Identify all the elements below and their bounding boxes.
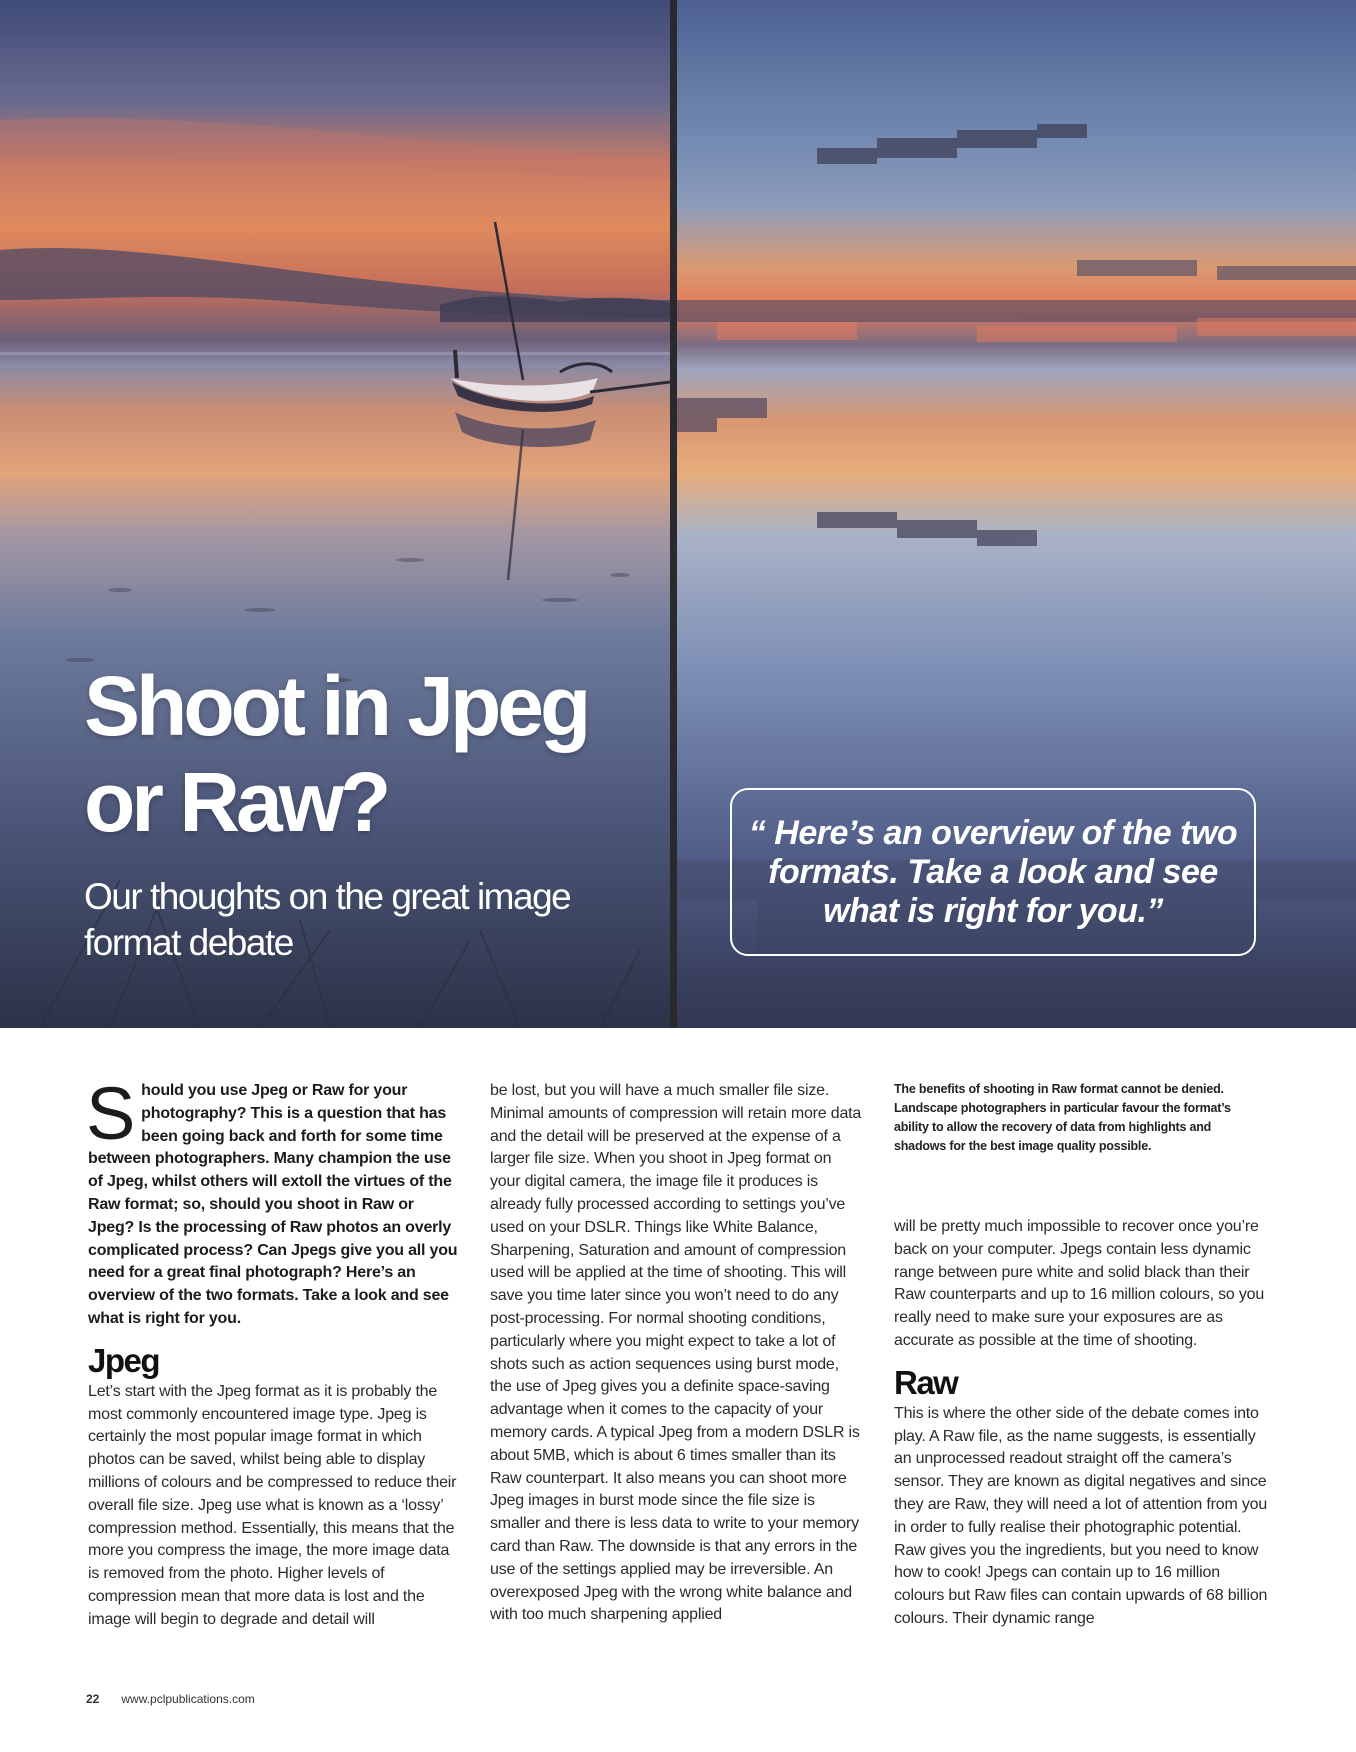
- image-caption: The benefits of shooting in Raw format cannot be denied. Landscape photographers in particular favour the format’s ability to allow the recovery of data from highlights and shadows for the best image quality possible.: [894, 1082, 1231, 1153]
- column-2-paragraph: be lost, but you will have a much smaller file size. Minimal amounts of compression will retain more data and the detail will be preserved at the expense of a larger file size. When you shoot in Jpeg format on your digital camera, the image file it produces is already fully processed according to settings you’ve used on your DSLR. Things like White Balance, Sharpening, Saturation and amount of compression used will be applied at the time of shooting. This will save you time later since you won’t need to do any post-processing. For normal shooting conditions, particularly where you might expect to take a lot of shots such as action sequences using burst mode, the use of Jpeg gives you a definite space-saving advantage when it comes to the capacity of your memory cards. A typical Jpeg from a modern DSLR is about 5MB, which is about 6 times smaller than its Raw counterpart. It also means you can shoot more Jpeg images in burst mode since the file size is smaller and there is less data to write to your memory card than Raw. The downside is that any errors in the use of the settings applied may be irreversible. An overexposed Jpeg with the wrong white balance and with too much sharpening applied: [490, 1082, 862, 1624]
- article-column-2: [490, 1080, 862, 1627]
- page-number: 22: [86, 1692, 100, 1706]
- pullquote-text: “ Here’s an overview of the two formats. Take a look and see what is right for you.”: [748, 813, 1238, 930]
- article-subtitle: Our thoughts on the great image format debate: [84, 876, 571, 963]
- article-column-1: [86, 1072, 460, 1632]
- hero-divider: [670, 0, 677, 1028]
- title-line-1: Shoot in Jpeg: [84, 659, 588, 753]
- column-3-paragraph: will be pretty much impossible to recover once you’re back on your computer. Jpegs contain less dynamic range between pure white and solid black than their Raw counterparts and up to 16 million colours, so you really need to make sure your exposures are as accurate as possible at the time of shooting.: [894, 1218, 1265, 1349]
- jpeg-heading: Jpeg: [88, 1341, 160, 1379]
- raw-paragraph: This is where the other side of the debate comes into play. A Raw file, as the name suggests, is essentially an unprocessed readout straight off the camera’s sensor. They are known as digital negatives and since they are Raw, they will need a lot of attention from you in order to fully realise their photographic potential. Raw gives you the ingredients, but you need to know how to cook! Jpegs can contain up to 16 million colours but Raw files can contain upwards of 68 billion colours. Their dynamic range: [894, 1404, 1268, 1627]
- page-footer: [86, 1692, 255, 1706]
- article-title: [84, 658, 587, 850]
- intro-text: hould you use Jpeg or Raw for your photography? This is a question that has been going back and forth for some time between photographers. Many champion the use of Jpeg, whilst others will extoll the virtues of the Raw format; so, should you shoot in Raw or Jpeg? Is the processing of Raw photos an overly complicated process? Can Jpegs give you all you need for a great final photograph? Here’s an overview of the two formats. Take a look and see what is right for you.: [88, 1082, 458, 1327]
- title-line-2: or Raw?: [84, 755, 388, 849]
- drop-cap: S: [86, 1072, 136, 1155]
- raw-heading: Raw: [894, 1363, 958, 1401]
- jpeg-paragraph: Let’s start with the Jpeg format as it is probably the most commonly encountered image type. Jpeg is certainly the most popular image format in which photos can be saved, whilst being able to display millions of colours and be compressed to reduce their overall file size. Jpeg use what is known as a ‘lossy’ compression method. Essentially, this means that the more you compress the image, the more image data is removed from the photo. Higher levels of compression mean that more data is lost and the image will begin to degrade and detail will: [88, 1382, 457, 1628]
- article-column-3: [894, 1080, 1274, 1631]
- intro-paragraph: [86, 1072, 460, 1331]
- footer-url: www.pclpublications.com: [121, 1692, 255, 1706]
- pullquote-box: [730, 788, 1256, 956]
